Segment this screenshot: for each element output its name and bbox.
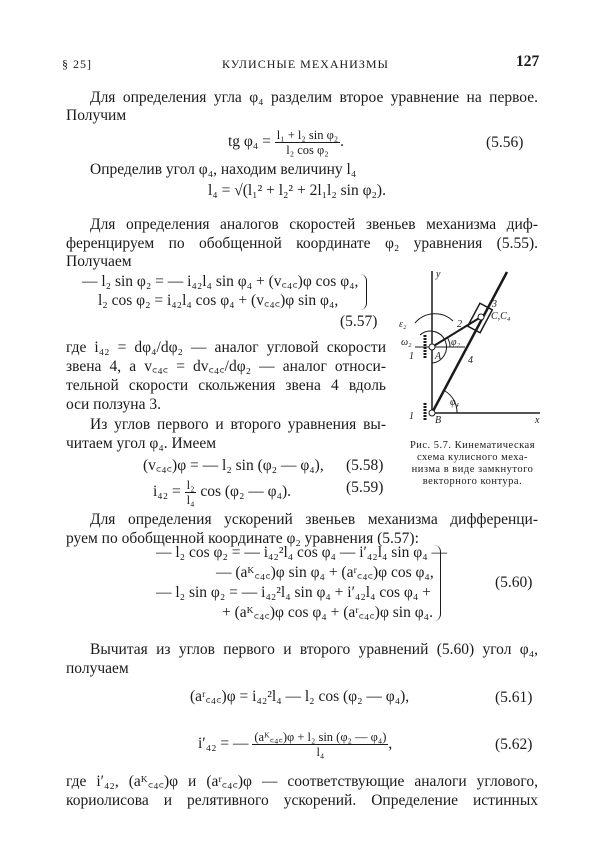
label-c: C,C₄: [491, 311, 511, 322]
paragraph-line: оси ползуна 3.: [66, 396, 161, 413]
denominator: l₂ cos φ₂: [286, 143, 329, 157]
label-omega: ω₂: [401, 337, 412, 348]
epsilon-arc-icon: [415, 314, 453, 323]
label-link-4: 4: [468, 355, 473, 366]
label-link-2: 2: [457, 319, 462, 330]
eq-lhs: i₄₂ =: [153, 483, 181, 501]
brace: [360, 274, 367, 310]
equation-label: (5.56): [486, 134, 524, 151]
paragraph-line: Вычитая из углов первого и второго уравнений (5.60) угол φ₄,: [90, 641, 538, 658]
joint-c: [478, 314, 484, 320]
mechanism-figure: [395, 265, 545, 425]
page-number: 127: [516, 53, 540, 70]
equation-label: (5.59): [346, 479, 384, 496]
denominator: l₄: [316, 745, 325, 759]
equation-label: (5.61): [495, 689, 533, 706]
denominator: l₄: [186, 493, 195, 507]
label-epsilon: ε₂: [399, 319, 407, 330]
label-link-3: 3: [492, 299, 497, 310]
joint-a: [429, 344, 435, 350]
paragraph-line: ференцируем по обобщенной координате φ₂ уравнения (5.55).: [66, 235, 538, 252]
label-phi4: φ₄: [450, 397, 460, 408]
eq-lhs: i′₄₂ = —: [198, 735, 249, 753]
numerator: (aᴷ꜀₄꜀)φ + l₂ sin (φ₂ — φ₄): [254, 730, 387, 744]
figure-caption: [405, 440, 540, 488]
numerator: l₂: [186, 478, 195, 492]
equation-5-60-line: — l₂ cos φ₂ = — i₄₂²l₄ cos φ₄ — i′₄₂l₄ sin φ₄ —: [156, 544, 447, 561]
equation-label: (5.58): [346, 457, 384, 474]
running-title: КУЛИСНЫЕ МЕХАНИЗМЫ: [222, 57, 389, 71]
link-4: [432, 272, 507, 413]
caption-line: Рис. 5.7. Кинематическая: [409, 440, 536, 451]
label-a: A: [435, 351, 442, 362]
equation-5-60-line: — l₂ sin φ₂ = — i₄₂²l₄ sin φ₄ + i′₄₂l₄ cos φ₄ +: [156, 584, 431, 601]
paragraph-line: Определив угол φ₄, находим величину l₄: [90, 161, 357, 178]
eq-tail: ,: [388, 735, 393, 753]
label-link-1: 1: [409, 411, 414, 422]
caption-line: схема кулисного меха-: [416, 452, 528, 463]
equation-5-58: (v꜀₄꜀)φ = — l₂ sin (φ₂ — φ₄),: [143, 457, 324, 474]
equation-label: (5.57): [340, 313, 378, 330]
eq-rhs: cos (φ₂ — φ₄).: [200, 483, 292, 501]
paragraph-line: читаем угол φ₄. Имеем: [66, 435, 217, 452]
paragraph-line: тельной скорости скольжения звена 4 вдоль: [66, 377, 386, 394]
paragraph-line: получаем: [66, 660, 129, 677]
paragraph-line: Для определения угла φ₄ разделим второе уравнение на первое.: [90, 89, 538, 106]
equation-5-61: (aʳ꜀₄꜀)φ = i₄₂²l₄ — l₂ cos (φ₂ — φ₄),: [190, 688, 410, 705]
label-b: B: [435, 415, 442, 425]
fraction: [185, 478, 197, 507]
section-number: § 25]: [62, 57, 92, 71]
numerator: l₁ + l₂ sin φ₂: [276, 128, 339, 142]
phi2-arc: [447, 337, 450, 347]
equation-5-60-line: + (aᴷ꜀₄꜀)φ cos φ₄ + (aʳ꜀₄꜀)φ sin φ₄.: [222, 604, 433, 621]
label-phi2: φ₂: [451, 337, 461, 348]
paragraph-line: Из углов первого и второго уравнения вы-: [90, 416, 386, 433]
paragraph-line: Получаем: [66, 253, 132, 270]
equation-5-60-line: — (aᴷ꜀₄꜀)φ sin φ₄ + (aʳ꜀₄꜀)φ cos φ₄,: [216, 564, 434, 581]
label-y: y: [436, 269, 441, 280]
equation-5-62: [198, 730, 392, 759]
equation-l4: l₄ = √(l₁² + l₂² + 2l₁l₂ sin φ₂).: [208, 182, 386, 199]
equation-5-56: [228, 128, 344, 157]
eq-lhs: tg φ₄ =: [228, 133, 271, 151]
brace: [434, 545, 441, 621]
equation-5-57-line: — l₂ sin φ₂ = — i₄₂l₄ sin φ₄ + (v꜀₄꜀)φ cos φ₄,: [82, 273, 359, 290]
label-link-1: 1: [409, 351, 414, 362]
paragraph-line: где i₄₂ = dφ₄/dφ₂ — аналог угловой скорости: [66, 339, 386, 356]
paragraph-line: Получим: [66, 107, 127, 124]
paragraph-line: руем по обобщенной координате φ₂ уравнения (5.57):: [66, 530, 419, 547]
paragraph-line: где i′₄₂, (aᴷ꜀₄꜀)φ и (aʳ꜀₄꜀)φ — соответствующие аналоги углового,: [66, 773, 538, 790]
equation-5-59: [153, 478, 291, 507]
paragraph-line: Для определения аналогов скоростей звеньев механизма диф-: [90, 216, 538, 233]
caption-line: низма в виде замкнутого: [411, 464, 534, 475]
equation-label: (5.62): [495, 736, 533, 753]
paragraph-line: кориолисова и релятивного ускорений. Определение истинных: [66, 792, 538, 809]
fraction: [275, 128, 340, 157]
fraction: [252, 730, 388, 759]
equation-label: (5.60): [495, 574, 533, 591]
eq-tail: .: [340, 133, 345, 151]
equation-5-57-line: l₂ cos φ₂ = i₄₂l₄ cos φ₄ + (v꜀₄꜀)φ sin φ₄,: [98, 292, 339, 309]
paragraph-line: Для определения ускорений звеньев механизма дифференци-: [90, 511, 538, 528]
caption-line: векторного контура.: [422, 476, 523, 487]
paragraph-line: звена 4, а v꜀₄꜀ = dv꜀₄꜀/dφ₂ — аналог относи-: [66, 358, 386, 375]
label-x: x: [535, 415, 540, 425]
